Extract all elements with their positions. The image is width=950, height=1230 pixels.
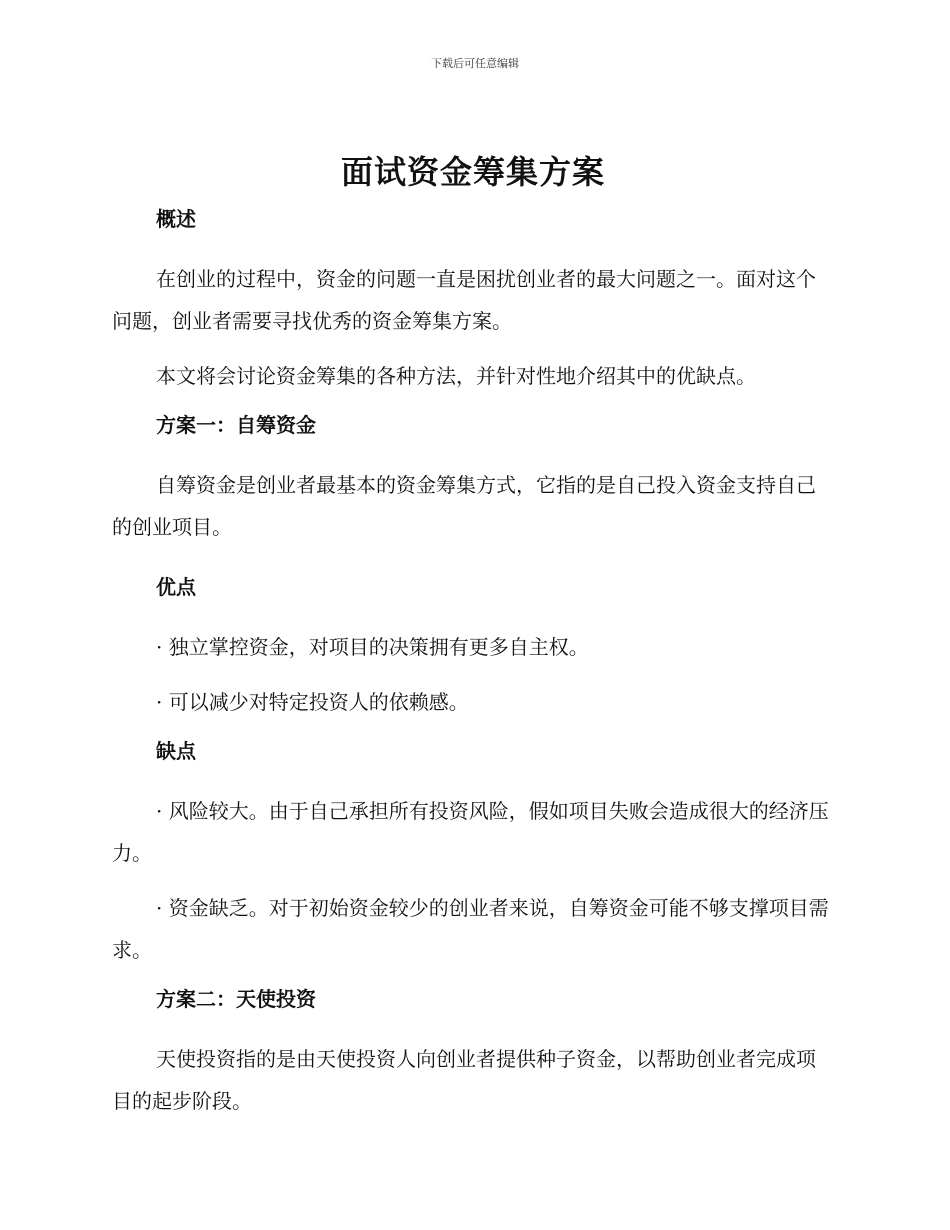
paragraph-plan-2: 天使投资指的是由天使投资人向创业者提供种子资金，以帮助创业者完成项目的起步阶段。 <box>112 1047 816 1113</box>
pros-item-2: · 可以减少对特定投资人的依赖感。 <box>156 690 469 714</box>
pros-item-1: · 独立掌控资金，对项目的决策拥有更多自主权。 <box>156 635 589 659</box>
cons-item-1: · 风险较大。由于自己承担所有投资风险，假如项目失败会造成很大的经济压力。 <box>112 799 829 865</box>
paragraph-overview-2: 本文将会讨论资金筹集的各种方法，并针对性地介绍其中的优缺点。 <box>156 364 756 388</box>
paragraph-overview-1: 在创业的过程中，资金的问题一直是困扰创业者的最大问题之一。面对这个问题，创业者需要寻找优秀的资金筹集方案。 <box>112 267 816 333</box>
section-heading-plan-1: 方案一：自筹资金 <box>156 413 316 437</box>
paragraph-plan-1: 自筹资金是创业者最基本的资金筹集方式，它指的是自己投入资金支持自己的创业项目。 <box>112 473 816 539</box>
cons-item-2: · 资金缺乏。对于初始资金较少的创业者来说，自筹资金可能不够支撑项目需求。 <box>112 896 829 962</box>
document-title: 面试资金筹集方案 <box>340 153 605 191</box>
section-heading-plan-2: 方案二：天使投资 <box>156 987 316 1011</box>
subheading-cons: 缺点 <box>156 739 196 763</box>
section-heading-overview: 概述 <box>156 207 196 231</box>
document-body <box>112 150 834 1122</box>
subheading-pros: 优点 <box>156 575 196 599</box>
header-note: 下载后可任意编辑 <box>431 57 519 70</box>
